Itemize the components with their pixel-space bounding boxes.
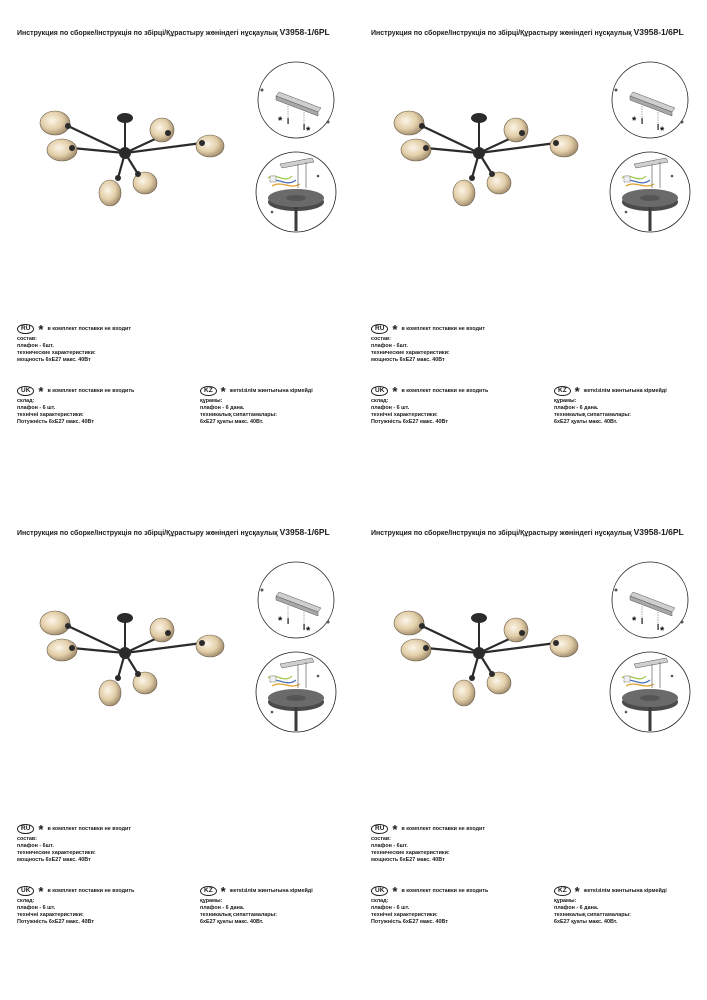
kz-line: плафон - 6 дана. [200, 405, 245, 411]
kz-line: плафон - 6 дана. [200, 905, 245, 911]
title-text: Инструкция по сборке/Інструкція по збірці/Құрастыру жөніндегі нұсқаулық [371, 530, 632, 537]
kz-language-badge: KZ [200, 386, 217, 396]
instruction-sheet-bottom-right [354, 500, 707, 1000]
ru-line: плафон - 6шт. [17, 343, 54, 349]
uk-section [17, 885, 134, 926]
svg-text:*: * [306, 125, 311, 137]
uk-section [371, 385, 488, 426]
kz-language-badge: KZ [200, 886, 217, 896]
ru-line: плафон - 6шт. [371, 343, 408, 349]
instruction-sheet-top-left [0, 0, 353, 500]
uk-line: Потужність 6хЕ27 макс. 40Вт [371, 419, 448, 425]
title-text: Инструкция по сборке/Інструкція по збірці/Құрастыру жөніндегі нұсқаулық [17, 30, 278, 37]
svg-text:*: * [278, 615, 283, 627]
uk-line: склад: [371, 898, 389, 904]
kz-line: құрамы: [554, 898, 577, 904]
uk-not-included-note: в комплект поставки не входить [47, 887, 135, 894]
mounting-diagram [602, 60, 698, 240]
ru-line: состав: [371, 336, 391, 342]
ru-not-included-note: в комплект поставки не входит [401, 825, 486, 832]
kz-section [200, 385, 313, 426]
uk-line: плафон - 6 шт. [17, 405, 56, 411]
kz-line: техникалық сипаттамалары: [200, 912, 277, 918]
uk-line: склад: [371, 398, 389, 404]
asterisk-icon: * [38, 884, 44, 899]
asterisk-icon: * [392, 384, 398, 399]
ru-section [17, 823, 131, 864]
asterisk-icon: * [392, 322, 398, 337]
svg-text:*: * [632, 615, 637, 627]
asterisk-icon: * [220, 884, 226, 899]
uk-line: Потужність 6хЕ27 макс. 40Вт [17, 419, 94, 425]
model-code: V3958-1/6PL [279, 527, 330, 537]
svg-text:*: * [278, 115, 283, 127]
uk-line: технічні характеристики: [17, 412, 84, 418]
svg-text:*: * [306, 625, 311, 637]
kz-not-included-note: жеткізілім жинтығына кірмейді [583, 887, 667, 894]
kz-not-included-note: жеткізілім жинтығына кірмейді [229, 387, 313, 394]
ru-line: состав: [17, 836, 37, 842]
asterisk-icon: * [38, 322, 44, 337]
uk-language-badge: UK [17, 886, 34, 896]
kz-section [554, 385, 667, 426]
svg-text:*: * [660, 625, 665, 637]
uk-language-badge: UK [371, 386, 388, 396]
uk-line: склад: [17, 398, 35, 404]
uk-line: технічні характеристики: [371, 912, 438, 918]
model-code: V3958-1/6PL [279, 27, 330, 37]
kz-line: құрамы: [554, 398, 577, 404]
kz-line: техникалық сипаттамалары: [554, 412, 631, 418]
ru-line: состав: [17, 336, 37, 342]
ru-not-included-note: в комплект поставки не входит [47, 325, 132, 332]
mounting-diagram [248, 60, 344, 240]
uk-language-badge: UK [371, 886, 388, 896]
model-code: V3958-1/6PL [633, 27, 684, 37]
ru-section [371, 823, 485, 864]
kz-line: 6хЕ27 қуаты макс. 40Вт. [554, 419, 618, 425]
chandelier-illustration [30, 598, 240, 718]
ru-not-included-note: в комплект поставки не входит [47, 825, 132, 832]
ru-line: технические характеристики: [371, 350, 450, 356]
kz-line: 6хЕ27 қуаты макс. 40Вт. [200, 419, 264, 425]
kz-section [200, 885, 313, 926]
ru-language-badge: RU [17, 324, 34, 334]
uk-line: склад: [17, 898, 35, 904]
kz-line: құрамы: [200, 398, 223, 404]
kz-line: техникалық сипаттамалары: [554, 912, 631, 918]
ru-line: мощность 6хЕ27 макс. 40Вт [371, 357, 445, 363]
instruction-title [371, 527, 684, 537]
uk-section [371, 885, 488, 926]
uk-not-included-note: в комплект поставки не входить [47, 387, 135, 394]
kz-line: плафон - 6 дана. [554, 405, 599, 411]
instruction-title [371, 27, 684, 37]
chandelier-illustration [30, 98, 240, 218]
mounting-diagram [248, 560, 344, 740]
ru-section [17, 323, 131, 364]
asterisk-icon: * [392, 884, 398, 899]
ru-line: мощность 6хЕ27 макс. 40Вт [17, 357, 91, 363]
model-code: V3958-1/6PL [633, 527, 684, 537]
kz-line: плафон - 6 дана. [554, 905, 599, 911]
instruction-sheet-top-right [354, 0, 707, 500]
asterisk-icon: * [574, 384, 580, 399]
kz-line: 6хЕ27 қуаты макс. 40Вт. [554, 919, 618, 925]
instruction-title [17, 527, 330, 537]
uk-line: плафон - 6 шт. [371, 405, 410, 411]
mounting-diagram [602, 560, 698, 740]
ru-line: плафон - 6шт. [17, 843, 54, 849]
uk-section [17, 385, 134, 426]
kz-language-badge: KZ [554, 886, 571, 896]
kz-line: 6хЕ27 қуаты макс. 40Вт. [200, 919, 264, 925]
ru-line: технические характеристики: [17, 350, 96, 356]
kz-not-included-note: жеткізілім жинтығына кірмейді [229, 887, 313, 894]
asterisk-icon: * [392, 822, 398, 837]
ru-line: мощность 6хЕ27 макс. 40Вт [17, 857, 91, 863]
ru-line: технические характеристики: [371, 850, 450, 856]
ru-language-badge: RU [371, 324, 388, 334]
asterisk-icon: * [38, 822, 44, 837]
uk-line: технічні характеристики: [371, 412, 438, 418]
uk-not-included-note: в комплект поставки не входить [401, 387, 489, 394]
ru-line: технические характеристики: [17, 850, 96, 856]
instruction-title [17, 27, 330, 37]
kz-language-badge: KZ [554, 386, 571, 396]
uk-not-included-note: в комплект поставки не входить [401, 887, 489, 894]
uk-line: плафон - 6 шт. [17, 905, 56, 911]
asterisk-icon: * [220, 384, 226, 399]
title-text: Инструкция по сборке/Інструкція по збірці/Құрастыру жөніндегі нұсқаулық [17, 530, 278, 537]
uk-line: Потужність 6хЕ27 макс. 40Вт [17, 919, 94, 925]
instruction-sheet-bottom-left [0, 500, 353, 1000]
ru-section [371, 323, 485, 364]
title-text: Инструкция по сборке/Інструкція по збірці/Құрастыру жөніндегі нұсқаулық [371, 30, 632, 37]
uk-line: плафон - 6 шт. [371, 905, 410, 911]
uk-language-badge: UK [17, 386, 34, 396]
svg-text:*: * [632, 115, 637, 127]
ru-language-badge: RU [17, 824, 34, 834]
svg-text:*: * [660, 125, 665, 137]
chandelier-illustration [384, 598, 594, 718]
kz-not-included-note: жеткізілім жинтығына кірмейді [583, 387, 667, 394]
chandelier-illustration [384, 98, 594, 218]
ru-language-badge: RU [371, 824, 388, 834]
ru-not-included-note: в комплект поставки не входит [401, 325, 486, 332]
ru-line: мощность 6хЕ27 макс. 40Вт [371, 857, 445, 863]
asterisk-icon: * [574, 884, 580, 899]
ru-line: плафон - 6шт. [371, 843, 408, 849]
uk-line: Потужність 6хЕ27 макс. 40Вт [371, 919, 448, 925]
uk-line: технічні характеристики: [17, 912, 84, 918]
kz-line: құрамы: [200, 898, 223, 904]
ru-line: состав: [371, 836, 391, 842]
kz-line: техникалық сипаттамалары: [200, 412, 277, 418]
asterisk-icon: * [38, 384, 44, 399]
kz-section [554, 885, 667, 926]
